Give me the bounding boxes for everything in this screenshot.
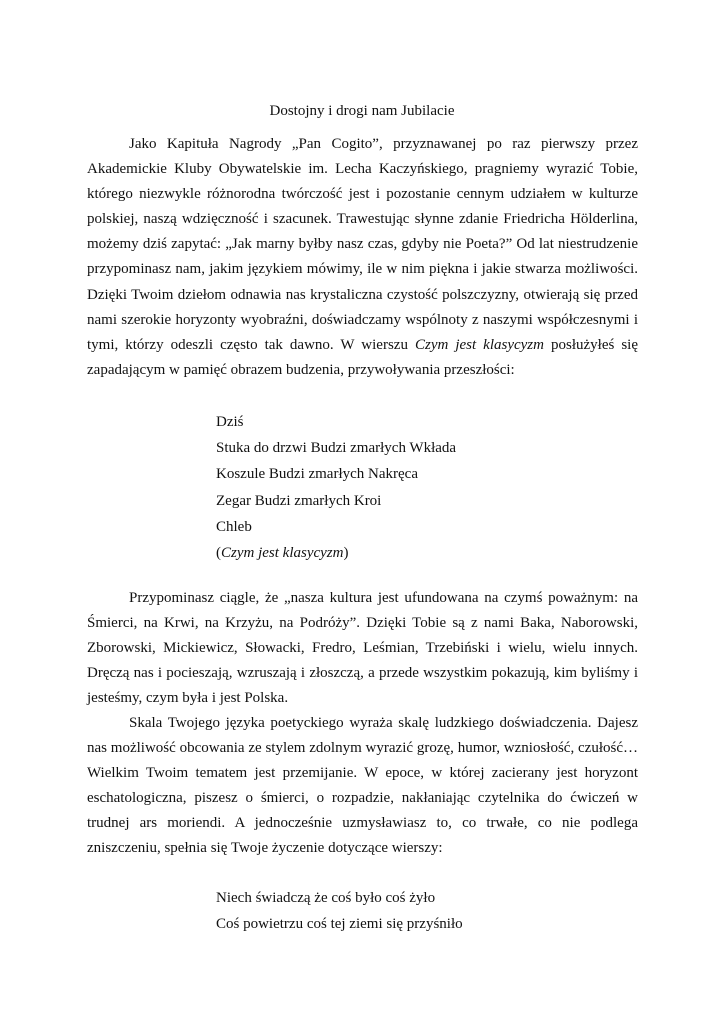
poem-quote-wish <box>216 885 463 937</box>
paragraph-intro <box>87 132 638 383</box>
paragraph-intro-text: Jako Kapituła Nagrody „Pan Cogito”, przyznawanej po raz pierwszy przez Akademickie Kluby Obywatelskie im. Lecha Kaczyńskiego, pragniemy wyrazić Tobie, którego niezwykle różnorodna twórczość jest i pozostanie cennym udziałem w kulturze polskiej, naszą wdzięczność i szacunek. Trawestując słynne zdanie Friedricha Hölderlina, możemy dziś zapytać: „Jak marny byłby nasz czas, gdyby nie Poeta?” Od lat niestrudzenie przypominasz nam, jakim językiem mówimy, ile w nim piękna i jakie stwarza możliwości. Dzięki Twoim dziełom odnawia nas krystaliczna czystość polszczyzny, otwierają się przed nami szerokie horyzonty wyobraźni, doświadczamy wspólnoty z naszymi współczesnymi i tymi, którzy odeszli często tak dawno. W wierszu <box>87 136 638 353</box>
poem-line: Niech świadczą że coś było coś żyło <box>216 890 436 906</box>
poem-source-open: ( <box>216 545 221 562</box>
poem-line: Stuka do drzwi Budzi zmarłych Wkłada <box>216 440 457 457</box>
poem-title-reference: Czym jest klasycyzm <box>414 336 544 353</box>
letter-title: Dostojny i drogi nam Jubilacie <box>269 103 455 119</box>
poem-quote-classicism <box>216 409 456 566</box>
poem-line: Zegar Budzi zmarłych Kroi <box>216 492 382 509</box>
paragraph-language-scale: Skala Twojego języka poetyckiego wyraża skalę ludzkiego doświadczenia. Dajesz nas możliwość obcowania ze stylem zdolnym wyrazić grozę, humor, wzniosłość, czułość… Wielkim Twoim tematem jest przemijanie. W epoce, w której zacierany jest horyzont eschatologiczna, piszesz o śmierci, o rozpadzie, nakłaniając czytelnika do ćwiczeń w trudnej ars moriendi. A jednocześnie uzmysławiasz to, co trwałe, co nie podlega zniszczeniu, spełnia się Twoje życzenie dotyczące wierszy: <box>87 715 638 857</box>
poem-line: Dziś <box>216 414 244 430</box>
poem-line: Koszule Budzi zmarłych Nakręca <box>216 466 418 483</box>
paragraph-intro-text-end: posłużyłeś się zapadającym w pamięć obrazem budzenia, przywoływania przeszłości: <box>87 336 638 378</box>
poem-source-title: Czym jest klasycyzm <box>221 545 344 562</box>
poem-line: Chleb <box>216 518 252 535</box>
poem-source-close: ) <box>343 545 349 562</box>
poem-source <box>216 540 456 566</box>
paragraph-culture: Przypominasz ciągle, że „nasza kultura jest ufundowana na czymś poważnym: na Śmierci, na Krwi, na Krzyżu, na Podróży”. Dzięki Tobie są z nami Baka, Naborowski, Zborowski, Mickiewicz, Słowacki, Fredro, Leśmian, Trzebiński i wielu, wielu innych. Dręczą nas i pocieszają, wzruszają i złoszczą, a przede wszystkim pokazują, kim byliśmy i jesteśmy, czym była i jest Polska. <box>87 590 638 707</box>
poem-line: Coś powietrzu coś tej ziemi się przyśniło <box>216 916 463 933</box>
